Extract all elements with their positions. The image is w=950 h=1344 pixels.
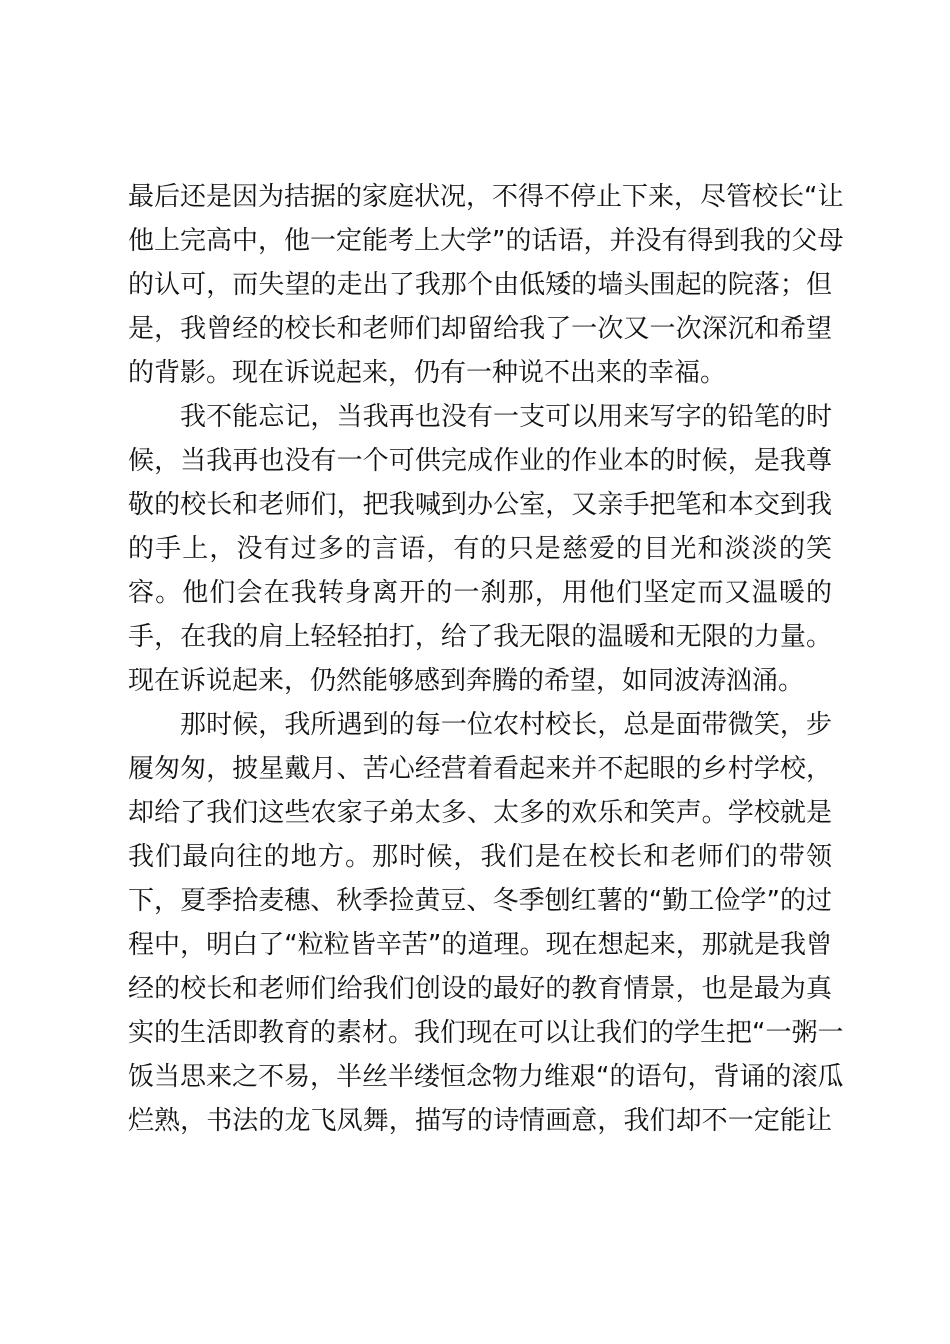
text-line: 的认可，而失望的走出了我那个由低矮的墙头围起的院落；但 bbox=[128, 270, 832, 300]
text-line: 他上完高中，他一定能考上大学”的话语，并没有得到我的父母 bbox=[128, 226, 844, 256]
text-line: 烂熟，书法的龙飞凤舞，描写的诗情画意，我们却不一定能让 bbox=[128, 1106, 832, 1136]
text-line: 敬的校长和老师们，把我喊到办公室，又亲手把笔和本交到我 bbox=[128, 490, 832, 520]
text-line: 我不能忘记，当我再也没有一支可以用来写字的铅笔的时 bbox=[180, 402, 832, 432]
text-line: 最后还是因为拮据的家庭状况，不得不停止下来，尽管校长“让 bbox=[128, 182, 844, 212]
text-line: 手，在我的肩上轻轻拍打，给了我无限的温暖和无限的力量。 bbox=[128, 622, 832, 652]
text-line: 我们最向往的地方。那时候，我们是在校长和老师们的带领 bbox=[128, 842, 832, 872]
text-line: 下，夏季拾麦穗、秋季捡黄豆、冬季刨红薯的“勤工俭学”的过 bbox=[128, 886, 832, 916]
text-line: 经的校长和老师们给我们创设的最好的教育情景，也是最为真 bbox=[128, 974, 832, 1004]
text-line: 履匆匆，披星戴月、苦心经营着看起来并不起眼的乡村学校， bbox=[128, 754, 832, 784]
text-line: 却给了我们这些农家子弟太多、太多的欢乐和笑声。学校就是 bbox=[128, 798, 832, 828]
text-line: 那时候，我所遇到的每一位农村校长，总是面带微笑，步 bbox=[180, 710, 832, 740]
text-line: 饭当思来之不易，半丝半缕恒念物力维艰“的语句，背诵的滚瓜 bbox=[128, 1062, 844, 1092]
text-line: 的手上，没有过多的言语，有的只是慈爱的目光和淡淡的笑 bbox=[128, 534, 832, 564]
text-line: 的背影。现在诉说起来，仍有一种说不出来的幸福。 bbox=[128, 358, 727, 388]
text-line: 实的生活即教育的素材。我们现在可以让我们的学生把“一粥一 bbox=[128, 1018, 844, 1048]
text-line: 是，我曾经的校长和老师们却留给我了一次又一次深沉和希望 bbox=[128, 314, 832, 344]
text-line: 程中，明白了“粒粒皆辛苦”的道理。现在想起来，那就是我曾 bbox=[128, 930, 832, 960]
text-line: 候，当我再也没有一个可供完成作业的作业本的时候，是我尊 bbox=[128, 446, 832, 476]
text-line: 现在诉说起来，仍然能够感到奔腾的希望，如同波涛汹涌。 bbox=[128, 666, 805, 696]
text-line: 容。他们会在我转身离开的一刹那，用他们坚定而又温暖的 bbox=[128, 578, 832, 608]
